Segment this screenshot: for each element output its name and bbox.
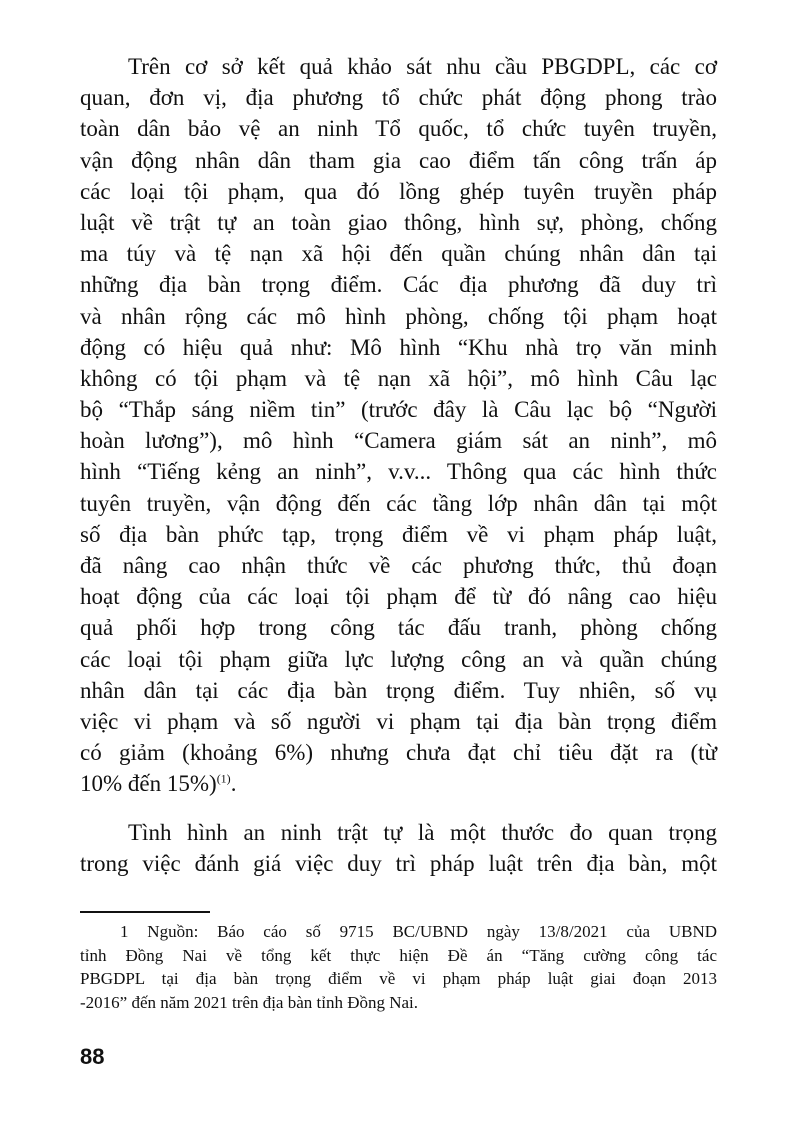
text-line-content: những địa bàn trọng điểm. Các địa phương đã duy trì [80,272,717,298]
text-line [80,145,717,176]
text-line [80,768,717,799]
text-line-content: hình “Tiếng kẻng an ninh”, v.v... Thông qua các hình thức [80,459,717,485]
text-line [80,675,717,706]
text-line [80,920,717,944]
text-line-content: vận động nhân dân tham gia cao điểm tấn công trấn áp [80,147,717,173]
text-line-content: ma túy và tệ nạn xã hội đến quần chúng nhân dân tại [80,241,717,267]
text-line [80,425,717,456]
text-line-content: trong việc đánh giá việc duy trì pháp luật trên địa bàn, một [80,851,717,877]
text-line-content: việc vi phạm và số người vi phạm tại địa bàn trọng điểm [80,708,717,734]
text-line [80,519,717,550]
text-line [80,737,717,768]
page-number: 88 [80,1044,105,1069]
text-line-content: toàn dân bảo vệ an ninh Tổ quốc, tổ chức tuyên truyền, [80,116,717,142]
text-line-content: đã nâng cao nhận thức về các phương thức, thủ đoạn [80,553,717,578]
text-line-content: và nhân rộng các mô hình phòng, chống tội phạm hoạt [80,303,717,329]
text-line-content: tỉnh Đồng Nai về tổng kết thực hiện Đề án “Tăng cường công tác [80,945,717,965]
text-line-content: tuyên truyền, vận động đến các tầng lớp nhân dân tại một [80,490,717,516]
text-line [80,991,717,1015]
footnote-divider [80,911,210,913]
paragraph-1 [80,51,717,800]
text-line [80,644,717,675]
text-line [80,82,717,113]
text-line [80,967,717,991]
text-line [80,301,717,332]
text-line [80,944,717,968]
text-line [80,581,717,612]
text-line-content: các loại tội phạm, qua đó lồng ghép tuyên truyền pháp [80,178,717,204]
paragraph-2 [80,817,717,879]
text-line-content: các loại tội phạm giữa lực lượng công an và quần chúng [80,646,717,672]
text-line [80,363,717,394]
footnote-reference: (1) [216,771,231,786]
text-line-content: số địa bàn phức tạp, trọng điểm về vi phạm pháp luật, [80,521,717,547]
text-line-content: Tình hình an ninh trật tự là một thước đo quan trọng [128,820,717,845]
text-line-content: quả phối hợp trong công tác đấu tranh, phòng chống [80,615,717,641]
text-line [80,207,717,238]
text-line-content: Trên cơ sở kết quả khảo sát nhu cầu PBGDPL, các cơ [128,54,717,79]
text-line-content: hoạt động của các loại tội phạm để từ đó nâng cao hiệu [80,584,717,610]
text-line [80,456,717,487]
period: . [230,771,237,797]
text-line-content: bộ “Thắp sáng niềm tin” (trước đây là Câu lạc bộ “Người [80,397,717,423]
text-line-content: 1 Nguồn: Báo cáo số 9715 BC/UBND ngày 13/8/2021 của UBND [120,922,717,941]
text-line-content: quan, đơn vị, địa phương tổ chức phát động phong trào [80,85,717,111]
text-line [80,612,717,643]
text-line-content: động có hiệu quả như: Mô hình “Khu nhà trọ văn minh [80,334,717,360]
text-line-content: không có tội phạm và tệ nạn xã hội”, mô hình Câu lạc [80,365,717,391]
text-line [80,113,717,144]
text-line [80,176,717,207]
text-line [80,706,717,737]
text-line-content: PBGDPL tại địa bàn trọng điểm về vi phạm pháp luật giai đoạn 2013 [80,969,717,988]
text-line [80,332,717,363]
text-line-content: luật về trật tự an toàn giao thông, hình sự, phòng, chống [80,209,717,235]
text-line [80,238,717,269]
text-line-content: hoàn lương”), mô hình “Camera giám sát an ninh”, mô [80,428,717,454]
text-line-content: có giảm (khoảng 6%) nhưng chưa đạt chỉ tiêu đặt ra (từ [80,740,717,766]
text-line [80,848,717,879]
footnote [80,920,717,1014]
text-line-content: nhân dân tại các địa bàn trọng điểm. Tuy nhiên, số vụ [80,677,717,703]
text-line [80,269,717,300]
text-line [80,394,717,425]
text-line-content: -2016” đến năm 2021 trên địa bàn tỉnh Đồng Nai. [80,992,419,1012]
text-line [80,488,717,519]
text-line [80,550,717,581]
text-line [80,817,717,848]
text-line [80,51,717,82]
text-line-content: 10% đến 15%) [80,771,217,797]
